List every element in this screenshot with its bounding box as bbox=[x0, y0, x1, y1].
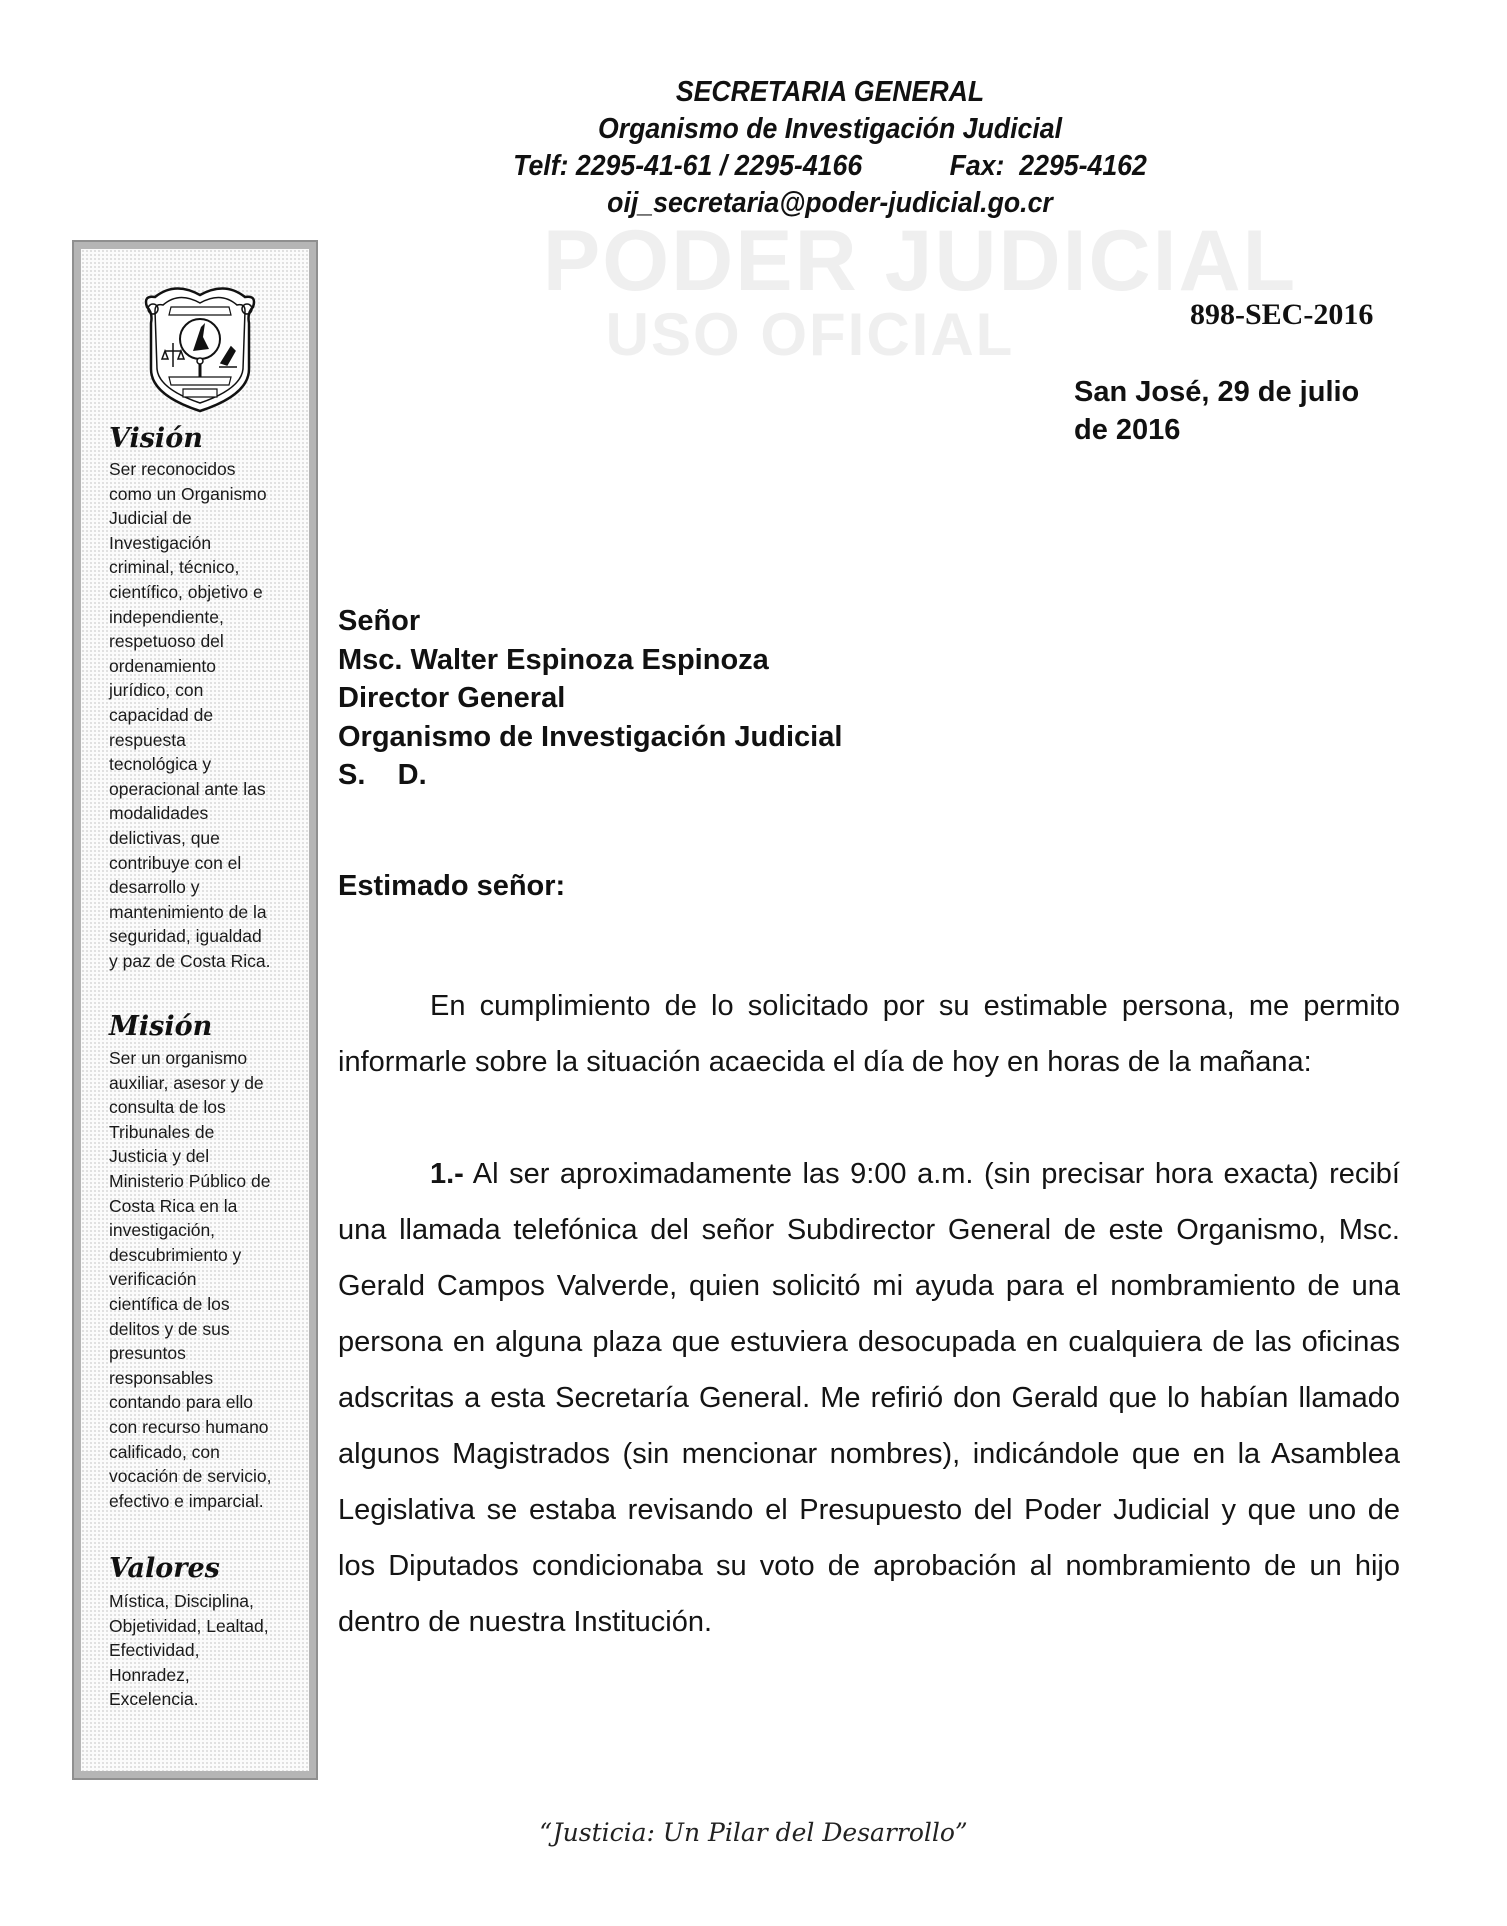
date-line-1: San José, 29 de julio bbox=[1074, 376, 1360, 408]
letterhead-title: SECRETARIA GENERAL bbox=[675, 76, 985, 108]
mision-line: Ser un organismo bbox=[109, 1048, 248, 1068]
paragraph-intro: En cumplimiento de lo solicitado por su estimable persona, me permito informarle sobre la situación acaecida el día de hoy en horas de la mañana: bbox=[338, 990, 1400, 1078]
valores-line: Objetividad, Lealtad, bbox=[109, 1615, 269, 1636]
mision-line: Ministerio Público de bbox=[109, 1170, 271, 1191]
mision-line: Tribunales de bbox=[109, 1121, 215, 1142]
mision-line: verificación bbox=[109, 1269, 197, 1290]
date-line-2: de 2016 bbox=[1074, 414, 1181, 446]
letterhead-organization: Organismo de Investigación Judicial bbox=[597, 113, 1063, 145]
mision-line: calificado, con bbox=[109, 1441, 220, 1462]
mision-text bbox=[109, 1046, 309, 1513]
valores-line: Honradez, bbox=[109, 1664, 190, 1685]
vision-line: criminal, técnico, bbox=[109, 557, 240, 578]
mision-line: consulta de los bbox=[109, 1097, 226, 1118]
valores-line: Efectividad, bbox=[109, 1640, 200, 1661]
reference-number: 898-SEC-2016 bbox=[1190, 298, 1374, 331]
vision-line: tecnológica y bbox=[109, 754, 212, 775]
letterhead bbox=[380, 74, 1280, 222]
valores-line: Excelencia. bbox=[109, 1689, 199, 1710]
fax-number: Fax: 2295-4162 bbox=[949, 150, 1147, 182]
addressee-block bbox=[338, 602, 842, 795]
vision-line: jurídico, con bbox=[109, 680, 204, 701]
letterhead-contact bbox=[416, 148, 1244, 185]
vision-line: Judicial de bbox=[109, 508, 192, 529]
vision-heading: Visión bbox=[109, 423, 203, 454]
vision-line: ordenamiento bbox=[109, 655, 217, 676]
vision-line: respuesta bbox=[109, 729, 186, 750]
valores-text bbox=[109, 1589, 309, 1712]
letter-body bbox=[338, 978, 1400, 1706]
mision-line: delitos y de sus bbox=[109, 1318, 230, 1339]
vision-line: contribuye con el bbox=[109, 852, 242, 873]
mision-line: vocación de servicio, bbox=[109, 1466, 272, 1487]
mision-heading: Misión bbox=[109, 1011, 213, 1042]
vision-line: científico, objetivo e bbox=[109, 581, 263, 602]
mision-line: descubrimiento y bbox=[109, 1244, 242, 1265]
vision-text bbox=[109, 457, 309, 973]
mision-line: con recurso humano bbox=[109, 1416, 269, 1437]
vision-line: Investigación bbox=[109, 532, 212, 553]
addressee-position: Director General bbox=[338, 682, 566, 714]
paragraph-number: 1.- bbox=[430, 1158, 464, 1190]
vision-line: seguridad, igualdad bbox=[109, 926, 262, 947]
paragraph-1 bbox=[338, 1146, 1400, 1650]
valores-heading: Valores bbox=[109, 1553, 220, 1584]
vision-line: desarrollo y bbox=[109, 877, 200, 898]
addressee-salutation-title: Señor bbox=[338, 605, 421, 637]
vision-line: operacional ante las bbox=[109, 778, 266, 799]
document-date bbox=[1074, 373, 1359, 449]
sidebar-box bbox=[72, 240, 318, 1780]
vision-line: modalidades bbox=[109, 803, 209, 824]
mision-line: contando para ello bbox=[109, 1392, 253, 1413]
oij-shield-emblem-icon bbox=[135, 277, 265, 417]
vision-line: como un Organismo bbox=[109, 483, 267, 504]
mision-line: investigación, bbox=[109, 1220, 216, 1241]
mision-line: Justicia y del bbox=[109, 1146, 210, 1167]
vision-line: delictivas, que bbox=[109, 827, 220, 848]
watermark-poder-judicial: PODER JUDICIAL bbox=[542, 213, 1298, 309]
mision-line: científica de los bbox=[109, 1293, 230, 1314]
footer-motto: “Justicia: Un Pilar del Desarrollo” bbox=[539, 1818, 968, 1847]
valores-line: Mística, Disciplina, bbox=[109, 1591, 254, 1611]
addressee-organization: Organismo de Investigación Judicial bbox=[338, 720, 843, 753]
phone-numbers: Telf: 2295-41-61 / 2295-4166 bbox=[513, 150, 863, 182]
vision-line: respetuoso del bbox=[109, 631, 224, 652]
vision-line: mantenimiento de la bbox=[109, 901, 267, 922]
vision-line: capacidad de bbox=[109, 704, 214, 725]
paragraph-1-text: Al ser aproximadamente las 9:00 a.m. (sin precisar hora exacta) recibí una llamada telefónica del señor Subdirector General de este Organismo, Msc. Gerald Campos Valverde, quien solicitó mi ayuda para el nombramiento de una persona en alguna plaza que estuviera desocupada en cualquiera de las oficinas adscritas a esta Secretaría General. Me refirió don Gerald que lo habían llamado algunos Magistrados (sin mencionar nombres), indicándole que en la Asamblea Legislativa se estaba revisando el Presupuesto del Poder Judicial y que uno de los Diputados condicionaba su voto de aprobación al nombramiento de un hijo dentro de nuestra Institución. bbox=[338, 1158, 1400, 1638]
vision-line: y paz de Costa Rica. bbox=[109, 950, 271, 971]
salutation: Estimado señor: bbox=[338, 870, 566, 902]
vision-line: Ser reconocidos bbox=[109, 459, 236, 479]
mision-line: responsables bbox=[109, 1367, 214, 1388]
mision-line: auxiliar, asesor y de bbox=[109, 1072, 264, 1093]
mision-line: efectivo e imparcial. bbox=[109, 1490, 264, 1511]
mision-line: Costa Rica en la bbox=[109, 1195, 238, 1216]
watermark-uso-oficial: USO OFICIAL bbox=[605, 301, 1015, 368]
mision-line: presuntos bbox=[109, 1343, 186, 1364]
addressee-sd: S. D. bbox=[338, 759, 427, 791]
addressee-name: Msc. Walter Espinoza Espinoza bbox=[338, 643, 769, 676]
vision-line: independiente, bbox=[109, 606, 224, 627]
letterhead-email: oij_secretaria@poder-judicial.go.cr bbox=[607, 187, 1053, 219]
